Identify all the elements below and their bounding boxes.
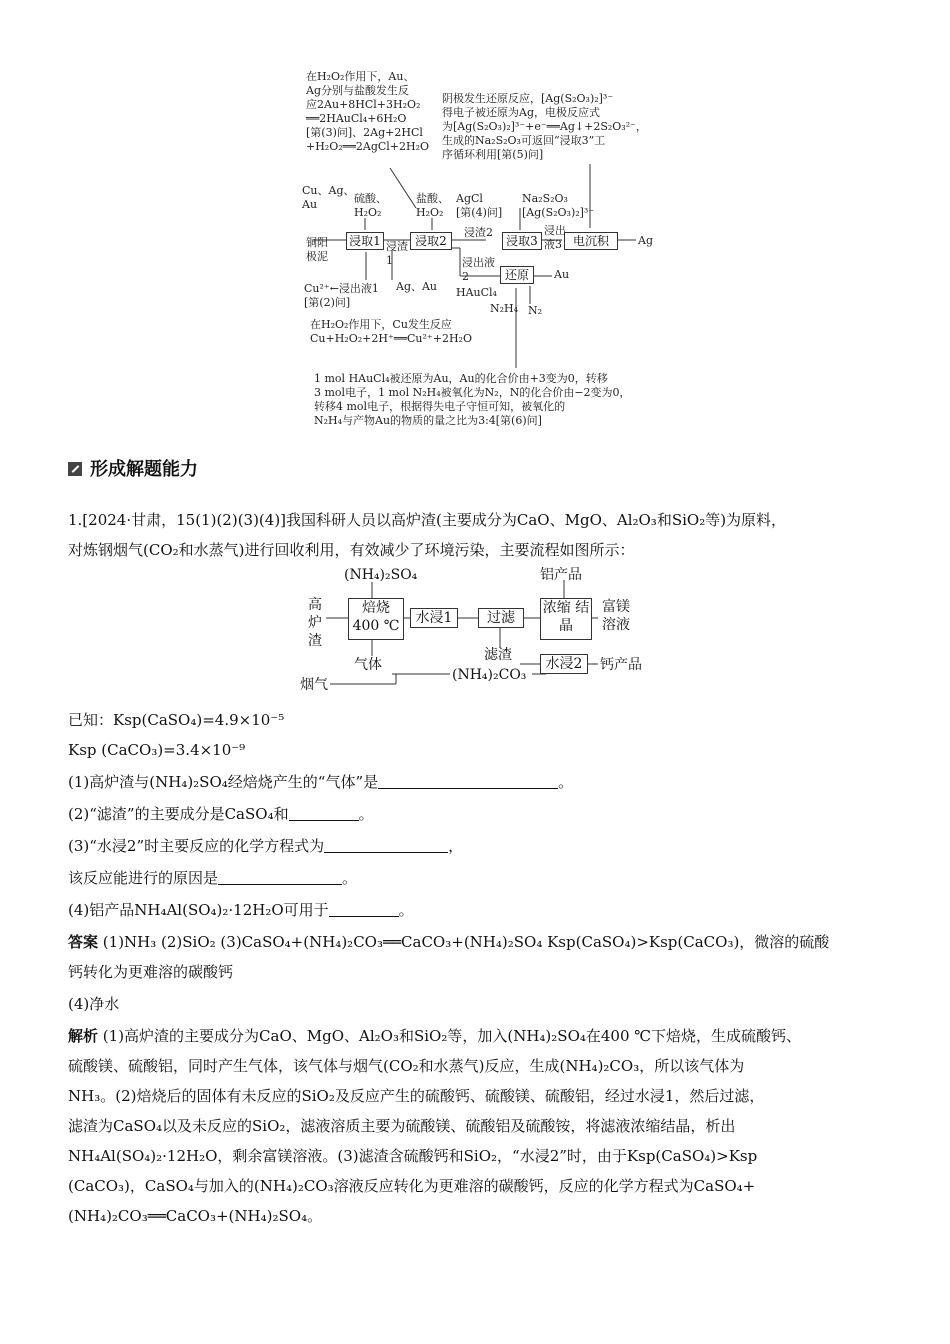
label-leachate-3: 浸出 液3 bbox=[544, 224, 566, 251]
question-intro-2: 对炼钢烟气(CO₂和水蒸气)进行回收利用，有效减少了环境污染，主要流程如图所示： bbox=[68, 541, 635, 559]
output-ag: Ag bbox=[638, 234, 653, 247]
question-3: (3)“水浸2”时主要反应的化学方程式为 ， bbox=[68, 837, 464, 855]
box-water-leach-1: 水浸1 bbox=[410, 608, 458, 628]
output-calcium: 钙产品 bbox=[600, 657, 642, 673]
box-concentrate: 浓缩 结晶 bbox=[540, 598, 592, 640]
pencil-icon bbox=[68, 462, 82, 476]
reagent-4: Na₂S₂O₃ [Ag(S₂O₃)₂]³⁻ bbox=[522, 192, 595, 219]
box-leach-3: 浸取3 bbox=[502, 232, 542, 250]
feed-blast-furnace-slag: 高 炉 渣 bbox=[308, 597, 322, 649]
question-2-text: (2)“滤渣”的主要成分是CaSO₄和 bbox=[68, 805, 289, 823]
section-title: 形成解题能力 bbox=[90, 459, 198, 480]
n2h4-label: N₂H₄ bbox=[490, 302, 519, 315]
question-4-text: (4)铝产品NH₄Al(SO₄)₂·12H₂O可用于 bbox=[68, 901, 329, 919]
question-4: (4)铝产品NH₄Al(SO₄)₂·12H₂O可用于 。 bbox=[68, 901, 414, 919]
reagent-ammonium-sulfate: (NH₄)₂SO₄ bbox=[344, 567, 418, 583]
analysis-line-4: 滤渣为CaSO₄以及未反应的SiO₂，滤液溶质主要为硫酸镁、硫酸铝及硫酸铵，将滤液浓缩结晶，析出 bbox=[68, 1117, 736, 1135]
label-leachate-2: 浸出液 2 bbox=[462, 256, 495, 283]
reagent-3: AgCl [第(4)问] bbox=[456, 192, 503, 219]
analysis-text-1: (1)高炉渣的主要成分为CaO、MgO、Al₂O₃和SiO₂等，加入(NH₄)₂SO₄在400 ℃下焙烧，生成硫酸钙、 bbox=[102, 1027, 802, 1045]
answer-line-3: (4)净水 bbox=[68, 995, 120, 1013]
label-gas: 气体 bbox=[354, 657, 382, 673]
box-filter: 过滤 bbox=[478, 608, 524, 628]
answer-blank-1[interactable] bbox=[378, 774, 558, 789]
label-residue-2: 浸渣2 bbox=[464, 226, 493, 239]
raw-material: Cu、Ag、 Au bbox=[302, 184, 355, 211]
question-intro-1: 1.[2024·甘肃，15(1)(2)(3)(4)]我国科研人员以高炉渣(主要成分为CaO、MgO、Al₂O₃和SiO₂等)为原料， bbox=[68, 511, 787, 529]
question-3-text: (3)“水浸2”时主要反应的化学方程式为 bbox=[68, 837, 325, 855]
n2-label: N₂ bbox=[528, 304, 543, 317]
note-au-ag-reaction: 在H₂O₂作用下，Au、 Ag分别与盐酸发生反 应2Au+8HCl+3H₂O₂ ══2HAuCl₄+6H₂O [第(3)问]、2Ag+2HCl +H₂O₂══2AgCl+2H₂O bbox=[306, 70, 430, 153]
hauCl4-label: HAuCl₄ bbox=[456, 286, 497, 299]
question-2: (2)“滤渣”的主要成分是CaSO₄和 。 bbox=[68, 805, 374, 823]
answer-blank-4[interactable] bbox=[329, 902, 399, 917]
box-reduction: 还原 bbox=[500, 266, 534, 284]
question-1: (1)高炉渣与(NH₄)₂SO₄经焙烧产生的“气体”是 。 bbox=[68, 773, 574, 791]
cu-leachate: Cu²⁺←浸出液1 [第(2)问] bbox=[304, 282, 379, 309]
analysis-line-3: NH₃。(2)焙烧后的固体有未反应的SiO₂及反应产生的硫酸钙、硫酸镁、硫酸铝，经过水浸1，然后过滤， bbox=[68, 1087, 765, 1105]
reagent-1: 硫酸、 H₂O₂ bbox=[354, 192, 387, 219]
output-au: Au bbox=[554, 268, 570, 281]
answer-blank-3a[interactable] bbox=[324, 838, 448, 853]
label-flue-gas: 烟气 bbox=[300, 677, 328, 693]
question-3b-text: 该反应能进行的原因是 bbox=[68, 869, 219, 887]
analysis-line-7: (NH₄)₂CO₃══CaCO₃+(NH₄)₂SO₄。 bbox=[68, 1207, 323, 1225]
analysis-line-6: (CaCO₃)，CaSO₄与加入的(NH₄)₂CO₃溶液反应转化为更难溶的碳酸钙，反应的化学方程式为CaSO₄+ bbox=[68, 1177, 756, 1195]
answer-line-2: 钙转化为更难溶的碳酸钙 bbox=[68, 963, 234, 981]
note-electrodeposition: 阴极发生还原反应，[Ag(S₂O₃)₂]³⁻ 得电子被还原为Ag，电极反应式 为[Ag(S₂O₃)₂]³⁻+e⁻══Ag↓+2S₂O₃²⁻， 生成的Na₂S₂O₃可返回“浸取3”工 序循环利用[第(5)问] bbox=[442, 92, 647, 161]
answer-line-1 bbox=[68, 928, 890, 956]
box-water-leach-2: 水浸2 bbox=[540, 654, 588, 674]
output-aluminum: 铝产品 bbox=[540, 567, 582, 583]
section-heading bbox=[68, 455, 198, 481]
known-ksp-caco3: Ksp (CaCO₃)=3.4×10⁻⁹ bbox=[68, 741, 246, 759]
answer-blank-2[interactable] bbox=[289, 806, 359, 821]
answer-blank-3b[interactable] bbox=[218, 870, 342, 885]
analysis-label: 解析 bbox=[68, 1027, 99, 1045]
answer-label: 答案 bbox=[68, 933, 99, 951]
box-leach-2: 浸取2 bbox=[410, 232, 452, 250]
box-electrodeposition: 电沉积 bbox=[564, 232, 618, 250]
analysis-line-2: 硫酸镁、硫酸铝，同时产生气体，该气体与烟气(CO₂和水蒸气)反应，生成(NH₄)₂CO₃，所以该气体为 bbox=[68, 1057, 745, 1075]
label-residue-1: 浸渣 1 bbox=[386, 240, 408, 267]
label-filter-residue: 滤渣 bbox=[484, 647, 512, 663]
answer-text-1: (1)NH₃ (2)SiO₂ (3)CaSO₄+(NH₄)₂CO₃══CaCO₃+(NH₄)₂SO₄ Ksp(CaSO₄)>Ksp(CaCO₃)，微溶的硫酸 bbox=[102, 933, 830, 951]
label-ammonium-carbonate: (NH₄)₂CO₃ bbox=[452, 667, 527, 683]
raw-label: 铜阳 极泥 bbox=[306, 236, 328, 263]
analysis-line-1 bbox=[68, 1022, 890, 1050]
output-ag-au: Ag、Au bbox=[396, 280, 438, 293]
reagent-2: 盐酸、 H₂O₂ bbox=[416, 192, 449, 219]
figure-2-flowchart bbox=[300, 566, 660, 696]
box-roasting: 焙烧 400 ℃ bbox=[348, 598, 404, 640]
note-cu-reaction: 在H₂O₂作用下，Cu发生反应 Cu+H₂O₂+2H⁺══Cu²⁺+2H₂O bbox=[310, 318, 472, 345]
analysis-line-5: NH₄Al(SO₄)₂·12H₂O，剩余富镁溶液。(3)滤渣含硫酸钙和SiO₂，“水浸2”时，由于Ksp(CaSO₄)>Ksp bbox=[68, 1147, 758, 1165]
output-magnesium: 富镁 溶液 bbox=[602, 599, 630, 633]
figure-1-flowchart bbox=[300, 68, 660, 440]
question-1-text: (1)高炉渣与(NH₄)₂SO₄经焙烧产生的“气体”是 bbox=[68, 773, 379, 791]
known-ksp-caso4: 已知：Ksp(CaSO₄)=4.9×10⁻⁵ bbox=[68, 711, 285, 729]
note-electron-transfer: 1 mol HAuCl₄被还原为Au，Au的化合价由+3变为0，转移 3 mol电子，1 mol N₂H₄被氧化为N₂，N的化合价由−2变为0， 转移4 mol电子，根据得失电子守恒可知，被氧化的 N₂H₄与产物Au的物质的量之比为3:4[第(6)问] bbox=[314, 372, 631, 427]
box-leach-1: 浸取1 bbox=[346, 232, 384, 250]
question-3b: 该反应能进行的原因是 。 bbox=[68, 869, 358, 887]
